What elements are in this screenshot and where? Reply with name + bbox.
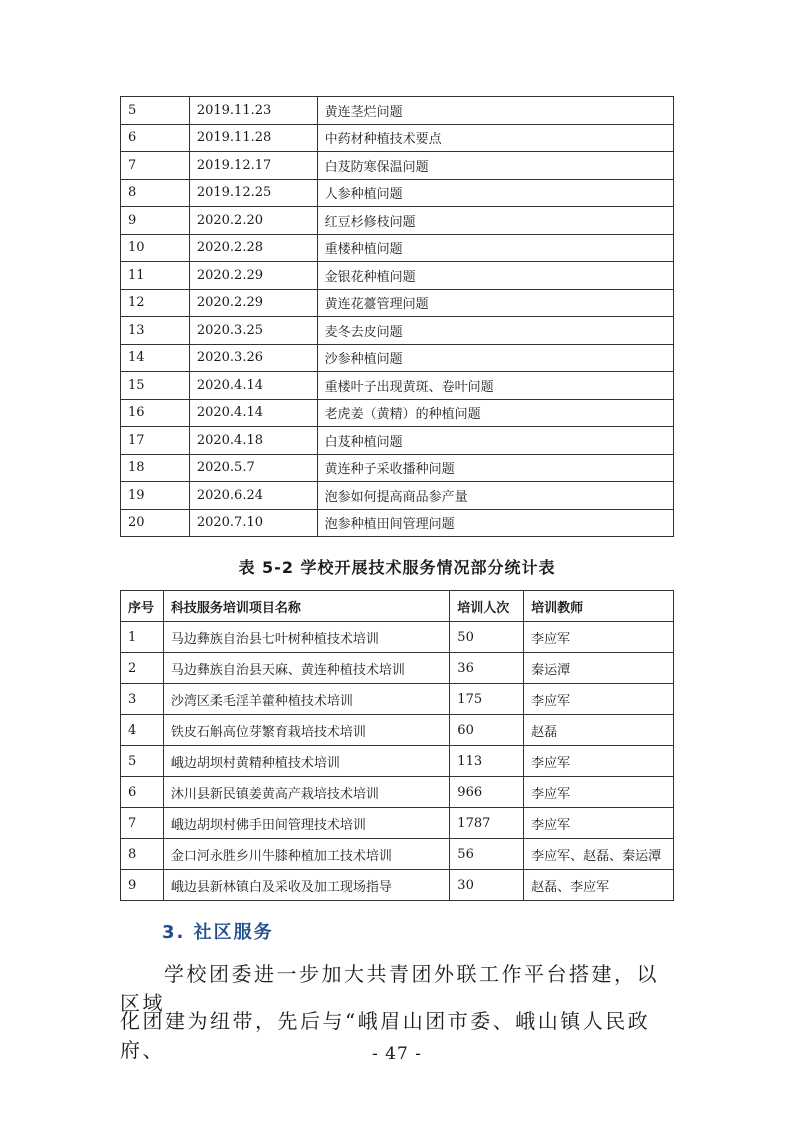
cell-index: 5 [121, 97, 190, 125]
cell-trainer: 李应军 [524, 684, 674, 715]
consultation-table [120, 96, 674, 537]
cell-topic: 老虎姜（黄精）的种植问题 [317, 399, 673, 427]
table-row [121, 179, 674, 207]
cell-trainee-count: 175 [450, 684, 524, 715]
cell-trainee-count: 50 [450, 622, 524, 653]
table-row [121, 715, 674, 746]
cell-trainer: 李应军 [524, 808, 674, 839]
cell-project-name: 金口河永胜乡川牛膝种植加工技术培训 [163, 839, 449, 870]
cell-project-name: 铁皮石斛高位芽繁育栽培技术培训 [163, 715, 449, 746]
cell-topic: 黄连种子采收播种问题 [317, 454, 673, 482]
cell-index: 6 [121, 124, 190, 152]
cell-trainer: 赵磊 [524, 715, 674, 746]
cell-trainer: 李应军 [524, 622, 674, 653]
cell-index: 14 [121, 344, 190, 372]
cell-topic: 黄连花薹管理问题 [317, 289, 673, 317]
table-row [121, 777, 674, 808]
table-row [121, 427, 674, 455]
table-row [121, 317, 674, 345]
cell-trainer: 李应军 [524, 777, 674, 808]
cell-project-name: 峨边胡坝村佛手田间管理技术培训 [163, 808, 449, 839]
cell-index: 10 [121, 234, 190, 262]
cell-topic: 黄连茎烂问题 [317, 97, 673, 125]
cell-index: 4 [121, 715, 164, 746]
cell-date: 2020.4.14 [189, 399, 317, 427]
cell-topic: 泡参如何提高商品参产量 [317, 482, 673, 510]
cell-topic: 重楼种植问题 [317, 234, 673, 262]
consultation-table-body [121, 97, 674, 537]
cell-date: 2020.3.25 [189, 317, 317, 345]
cell-date: 2020.2.20 [189, 207, 317, 235]
header-trainee-count: 培训人次 [450, 591, 524, 622]
cell-index: 17 [121, 427, 190, 455]
cell-topic: 白芨种植问题 [317, 427, 673, 455]
cell-date: 2020.4.14 [189, 372, 317, 400]
table-row [121, 482, 674, 510]
cell-index: 12 [121, 289, 190, 317]
table-caption: 表 5-2 学校开展技术服务情况部分统计表 [238, 558, 556, 577]
cell-index: 8 [121, 839, 164, 870]
table-row [121, 234, 674, 262]
cell-index: 15 [121, 372, 190, 400]
cell-index: 11 [121, 262, 190, 290]
table-row [121, 372, 674, 400]
cell-trainee-count: 60 [450, 715, 524, 746]
cell-date: 2020.3.26 [189, 344, 317, 372]
cell-index: 7 [121, 808, 164, 839]
table-row [121, 746, 674, 777]
cell-index: 9 [121, 870, 164, 901]
cell-trainer: 李应军、赵磊、秦运潭 [524, 839, 674, 870]
cell-project-name: 马边彝族自治县七叶树种植技术培训 [163, 622, 449, 653]
body-paragraph-line-1: 学校团委进一步加大共青团外联工作平台搭建，以区域 [120, 962, 659, 1015]
cell-trainee-count: 30 [450, 870, 524, 901]
cell-index: 19 [121, 482, 190, 510]
cell-index: 9 [121, 207, 190, 235]
cell-date: 2020.7.10 [189, 509, 317, 537]
cell-index: 1 [121, 622, 164, 653]
cell-date: 2019.11.28 [189, 124, 317, 152]
table-row [121, 653, 674, 684]
header-trainer: 培训教师 [524, 591, 674, 622]
table-row [121, 207, 674, 235]
cell-topic: 重楼叶子出现黄斑、卷叶问题 [317, 372, 673, 400]
cell-topic: 人参种植问题 [317, 179, 673, 207]
cell-project-name: 沙湾区柔毛淫羊藿种植技术培训 [163, 684, 449, 715]
cell-project-name: 沐川县新民镇姜黄高产栽培技术培训 [163, 777, 449, 808]
cell-date: 2019.12.25 [189, 179, 317, 207]
cell-topic: 泡参种植田间管理问题 [317, 509, 673, 537]
cell-topic: 红豆杉修枝问题 [317, 207, 673, 235]
cell-index: 13 [121, 317, 190, 345]
table-row [121, 454, 674, 482]
cell-trainer: 李应军 [524, 746, 674, 777]
cell-index: 16 [121, 399, 190, 427]
cell-index: 2 [121, 653, 164, 684]
cell-index: 20 [121, 509, 190, 537]
table-row [121, 97, 674, 125]
table-header-row [121, 591, 674, 622]
cell-project-name: 马边彝族自治县天麻、黄连种植技术培训 [163, 653, 449, 684]
table-row [121, 839, 674, 870]
header-index: 序号 [121, 591, 164, 622]
table-row [121, 808, 674, 839]
cell-topic: 金银花种植问题 [317, 262, 673, 290]
cell-index: 5 [121, 746, 164, 777]
page-number: - 47 - [372, 1044, 422, 1064]
body-paragraph-line-2: 化团建为纽带，先后与“峨眉山团市委、峨山镇人民政府、 [120, 1009, 651, 1062]
tech-service-table [120, 590, 674, 901]
cell-trainee-count: 1787 [450, 808, 524, 839]
table-row [121, 262, 674, 290]
section-heading: 3. 社区服务 [162, 922, 274, 943]
cell-date: 2020.2.29 [189, 289, 317, 317]
table-row [121, 289, 674, 317]
table-row [121, 622, 674, 653]
cell-project-name: 峨边胡坝村黄精种植技术培训 [163, 746, 449, 777]
cell-trainer: 秦运潭 [524, 653, 674, 684]
cell-topic: 沙参种植问题 [317, 344, 673, 372]
cell-trainee-count: 113 [450, 746, 524, 777]
cell-topic: 麦冬去皮问题 [317, 317, 673, 345]
tech-service-table-body [121, 622, 674, 901]
cell-index: 8 [121, 179, 190, 207]
cell-date: 2019.12.17 [189, 152, 317, 180]
table-row [121, 344, 674, 372]
table-row [121, 509, 674, 537]
table-row [121, 124, 674, 152]
cell-trainee-count: 36 [450, 653, 524, 684]
cell-date: 2020.6.24 [189, 482, 317, 510]
cell-index: 7 [121, 152, 190, 180]
cell-date: 2020.4.18 [189, 427, 317, 455]
cell-date: 2020.5.7 [189, 454, 317, 482]
table-row [121, 399, 674, 427]
cell-trainee-count: 966 [450, 777, 524, 808]
cell-date: 2020.2.29 [189, 262, 317, 290]
cell-trainee-count: 56 [450, 839, 524, 870]
cell-date: 2020.2.28 [189, 234, 317, 262]
cell-index: 18 [121, 454, 190, 482]
cell-trainer: 赵磊、李应军 [524, 870, 674, 901]
header-project-name: 科技服务培训项目名称 [163, 591, 449, 622]
cell-topic: 白芨防寒保温问题 [317, 152, 673, 180]
cell-project-name: 峨边县新林镇白及采收及加工现场指导 [163, 870, 449, 901]
cell-date: 2019.11.23 [189, 97, 317, 125]
cell-index: 6 [121, 777, 164, 808]
cell-index: 3 [121, 684, 164, 715]
table-row [121, 684, 674, 715]
table-row [121, 152, 674, 180]
table-row [121, 870, 674, 901]
cell-topic: 中药材种植技术要点 [317, 124, 673, 152]
